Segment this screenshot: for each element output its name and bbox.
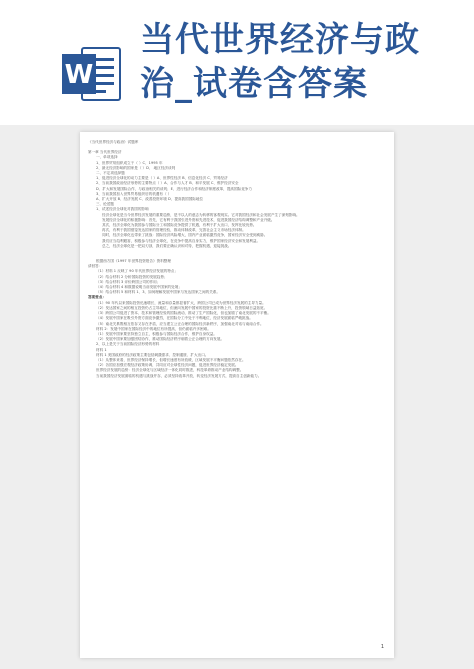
document-line: 总之，经济全球化是一把双刃剑，我们要正确认识和对待，把握机遇，迎接挑战。 (102, 243, 232, 248)
document-line: 答案要点： (88, 295, 106, 300)
document-line: 世界经济发展的趋势：经济全球化与区域经济一体化同时推进，科技革命推动产业结构调整。 (96, 368, 244, 373)
document-line: 再次，有利于我国借鉴发达国家的管理经验，推动体制改革，完善社会主义市场经济体制。 (102, 228, 246, 233)
document-line: 当前我国经济发展面临的机遇与挑战并存，必须坚持改革开放，转变经济发展方式，提高自主创新能力。 (96, 373, 262, 378)
document-line: （2）结合材料 2 分析国际投资的发展趋势； (96, 274, 168, 279)
document-line: （2）各国应加强宏观经济政策协调，共同应对全球性经济问题，促进世界经济稳定发展。 (96, 363, 239, 368)
document-line: 一、单项选择 (96, 155, 118, 160)
document-line: （2）发达国家之间的相互投资仍占主导地位，但流向发展中国家的投资比重不断上升，投资领域日益拓宽。 (96, 305, 268, 310)
document-line: 材料 2：发展中国家在国际经济中的地位有所提高，但仍面临许多困难。 (96, 326, 211, 331)
document-line: （2）发展中国家要加强团结协作，推动国际经济秩序朝着公正合理的方向发展。 (96, 337, 225, 342)
document-line: 经济全球化是当今世界经济发展的重要趋势，是不以人的意志为转移的客观现实。它对我国经济和社会发展产生了深刻影响。 (102, 212, 300, 217)
document-line: 请回答： (88, 264, 103, 269)
document-line: （3）结合材料 3 评价跨国公司的作用； (96, 279, 161, 284)
document-page (80, 132, 394, 658)
word-document-icon (60, 42, 124, 106)
document-line: 2、当前我国政治经济形势的主要特点（ ）A、合作与人才 B、和平发展 C、维护经济安全 (96, 181, 239, 186)
document-line: 1、世界贸易组织成立于（ ）C、1995 年 (96, 160, 163, 165)
document-line: 同时，经济全球化也带来了挑战：国际经济风险增大，国内产业面临激烈竞争，国家经济安全受到威胁。 (102, 233, 268, 238)
document-line: 3、当前我国加入世界贸易组织后的机遇有（ ） (96, 191, 172, 196)
document-line: （5）南北关系既相互依存又存在矛盾，应当建立公正合理的国际经济新秩序，加强南北对话与南南合作。 (96, 321, 264, 326)
document-line: 我们应当趋利避害，积极参与经济全球化，在竞争中提高自身实力，维护国家经济安全和发展利益。 (102, 238, 261, 243)
document-line: 发展经济全球化的积极影响：首先，它有利于我国引进外资和先进技术，促进我国经济结构调整和产业升级。 (102, 217, 275, 222)
document-line: 1、促进经济全球化的动力主要是（ ）A、世界性经济 B、信息化经济 C、贸易经济 (96, 176, 228, 181)
document-line: （5）结合材料 5 和材料 1、3，如何理解发展中国家与发达国家之间的关系。 (96, 290, 220, 295)
document-line: （1）90 年代以来国际投资迅速增长，流量和存量都显著扩大，跨国公司已成为世界经济发展的主导力量。 (96, 300, 266, 305)
document-body (88, 140, 386, 379)
page-number: 1 (380, 644, 384, 650)
document-line: 其次，经济全球化为我国参与国际分工和国际竞争提供了机遇，有利于扩大出口，发挥比较优势。 (102, 223, 257, 228)
page-header (0, 0, 474, 130)
document-line: （3）跨国公司促进了资本、技术和管理经验的国际流动，推动了生产国际化，但也加剧了南北发展的不平衡。 (96, 311, 271, 316)
document-line: 根据西方国《1997 年世界投资报告》资料整理 (96, 259, 171, 264)
title-line-1: 当代世界经济与政 (140, 20, 420, 60)
document-line: 二、不定项选择题 (96, 171, 125, 176)
document-line: 1、试述经济全球化对我国的影响 (96, 207, 149, 212)
document-line: 材料 1 美国政府的经济政策主要包括刺激需求、控制通胀、扩大出口。 (96, 352, 209, 357)
svg-text:W: W (64, 60, 94, 90)
document-line: （4）发展中国家在吸引外资方面竞争激烈，在国际分工中处于不利地位，经济发展面临严峻挑战。 (96, 316, 253, 321)
document-line: （1）从整体来看，世界经济保持增长，但增长速度有所放缓，区域发展不平衡问题依然存在。 (96, 357, 246, 362)
document-line: D、扩大和发展国际合作，与政治相关的谈判；E、进行经济合作和经济制度改革，提高国际竞争力 (96, 186, 252, 191)
title-line-2: 治_试卷含答案 (140, 64, 368, 104)
document-line: 三、论述题 (96, 202, 114, 207)
document-line: 材料 1 (96, 347, 107, 352)
document-line: 《当代世界经济与政治》试题库 (88, 140, 139, 144)
document-line: 2、以上是关于当前国际经济形势的材料 (96, 342, 160, 347)
document-line: （1）材料 1 反映了 90 年代世界经济发展的特点； (96, 269, 178, 274)
document-line: （4）结合材料 4 和数据说明当前发展中国家的处境； (96, 285, 182, 290)
document-title (140, 18, 460, 106)
document-line: 第一章 当代世界经济 (88, 150, 122, 155)
document-line: 2、最无经济影响的国家是（ ）D、 地区经济谈判 (96, 165, 176, 170)
document-line: A、扩大开放 B、经济发展 C、改善投资环境 D、提高我国国际地位 (96, 197, 204, 202)
document-line: （1）发展中国家要坚持独立自主，积极参与国际经济合作，维护自身权益。 (96, 331, 217, 336)
